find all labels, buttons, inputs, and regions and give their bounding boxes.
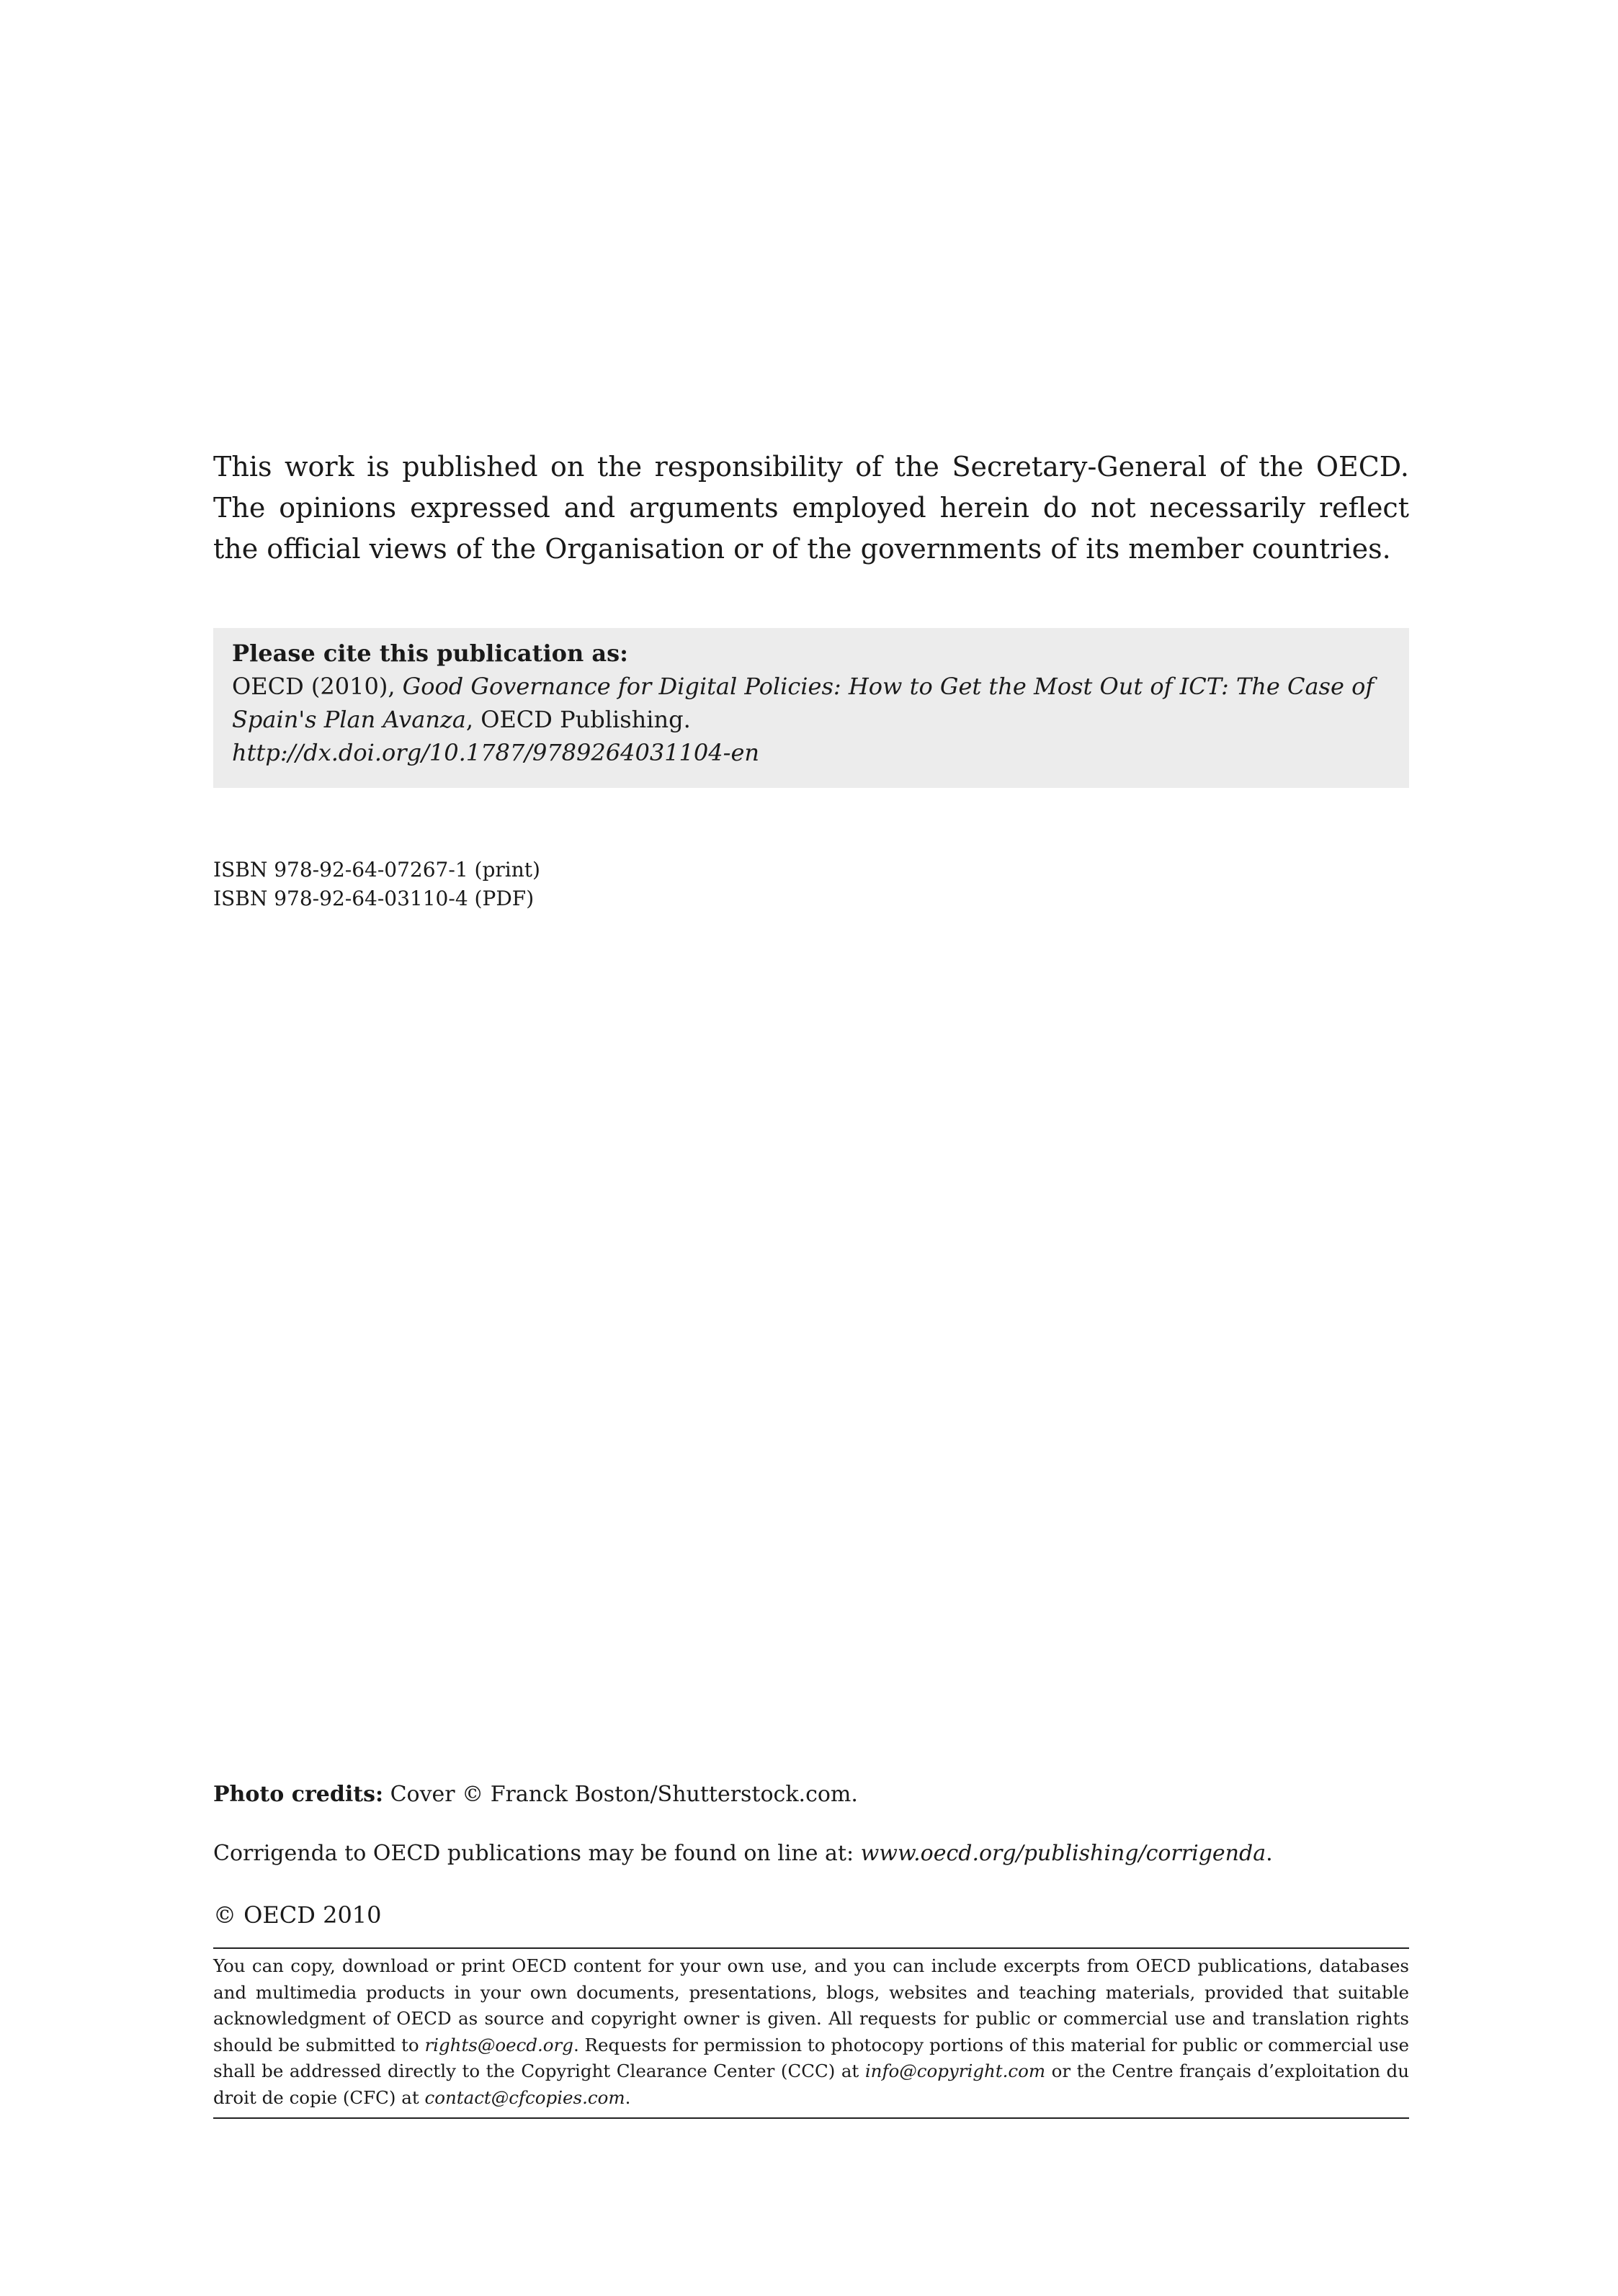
citation-reference bbox=[232, 670, 1389, 736]
corrigenda-end: . bbox=[1266, 1841, 1273, 1866]
photo-credits-label: Photo credits: bbox=[213, 1782, 384, 1807]
corrigenda-link[interactable]: www.oecd.org/publishing/corrigenda bbox=[860, 1841, 1266, 1866]
photo-credits bbox=[213, 1779, 1409, 1811]
license-paragraph bbox=[213, 1953, 1409, 2111]
citation-title: Good Governance for Digital Policies: How to Get the Most Out of ICT: The Case of Spain's Plan Avanza bbox=[232, 673, 1375, 733]
citation-doi-link[interactable]: http://dx.doi.org/10.1787/9789264031104-en bbox=[232, 739, 759, 766]
photo-credits-text: Cover © Franck Boston/Shutterstock.com. bbox=[383, 1782, 858, 1807]
corrigenda-text: Corrigenda to OECD publications may be found on line at: bbox=[213, 1841, 861, 1866]
isbn-block bbox=[213, 856, 1409, 913]
copyright-notice: © OECD 2010 bbox=[213, 1901, 382, 1929]
corrigenda-line bbox=[213, 1838, 1409, 1870]
license-text-3: or the Centre français d’exploitation du droit de copie (CFC) at bbox=[213, 2060, 1410, 2108]
isbn-print: ISBN 978-92-64-07267-1 (print) bbox=[213, 858, 540, 882]
license-text-2: . Requests for permission to photocopy portions of this material for public or commercial use shall be addressed directly to the Copyright Clearance Center (CCC) at bbox=[213, 2034, 1409, 2081]
citation-heading: Please cite this publication as: bbox=[232, 640, 628, 667]
isbn-pdf: ISBN 978-92-64-03110-4 (PDF) bbox=[213, 887, 535, 910]
citation-author: OECD (2010), bbox=[232, 673, 403, 700]
license-text-1: You can copy, download or print OECD content for your own use, and you can include excerpts from OECD publications, databases and multimedia products in your own documents, presentations, blogs, websites and teaching materials, provided that suitable acknowledgment of OECD as source and copyright owner is given. All requests for public or commercial use and translation rights should be submitted to bbox=[213, 1955, 1409, 2055]
rights-email-link[interactable]: rights@oecd.org bbox=[424, 2034, 573, 2055]
license-bottom-rule bbox=[213, 2117, 1409, 2119]
citation-box bbox=[213, 628, 1409, 788]
license-top-rule bbox=[213, 1947, 1409, 1949]
copyright-center-email-link[interactable]: info@copyright.com bbox=[864, 2060, 1046, 2081]
disclaimer-paragraph: This work is published on the responsibility of the Secretary-General of the OECD. The opinions expressed and arguments employed herein do not necessarily reflect the official views of the Organisation or of the governments of its member countries. bbox=[213, 451, 1409, 565]
cfc-email-link[interactable]: contact@cfcopies.com bbox=[424, 2086, 625, 2108]
license-text-4: . bbox=[625, 2086, 631, 2108]
citation-publisher: , OECD Publishing. bbox=[465, 706, 691, 733]
